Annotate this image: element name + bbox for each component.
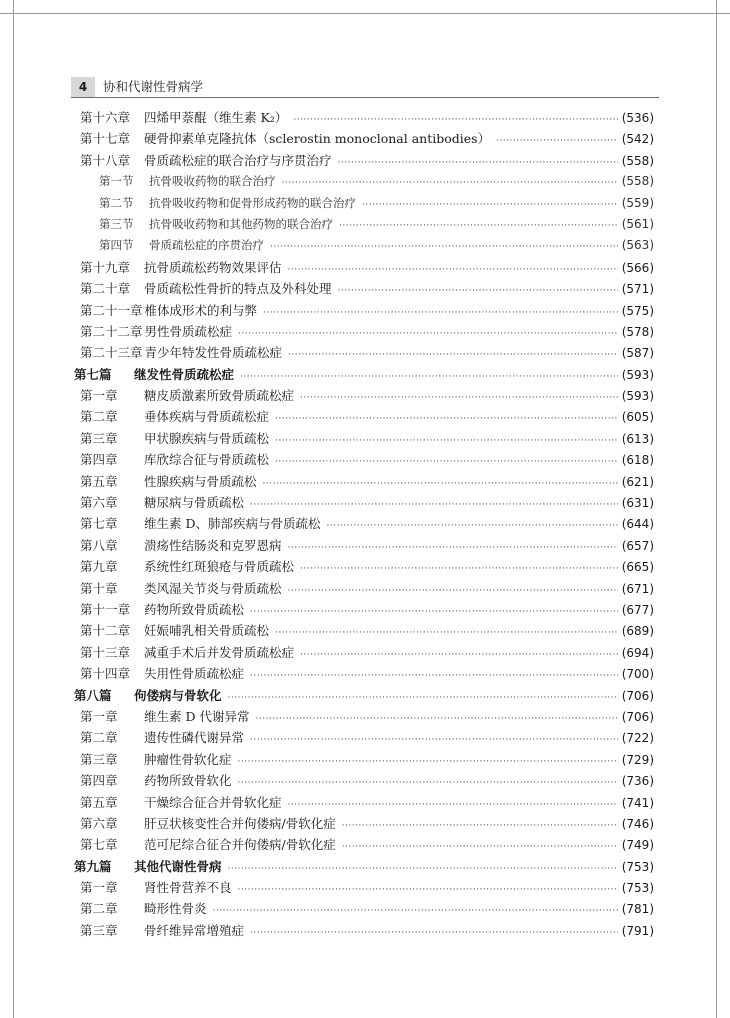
dot-leader <box>362 195 618 216</box>
toc-chapter-row[interactable] <box>80 428 654 449</box>
toc-title: 类风湿关节炎与骨质疏松 <box>144 580 282 596</box>
toc-title: 妊娠哺乳相关骨质疏松 <box>144 623 270 639</box>
toc-page-number: ( 563 ) <box>622 235 654 256</box>
toc-chapter-row[interactable] <box>80 492 654 513</box>
toc-label: 第四章 <box>80 452 118 468</box>
toc-label: 第二节 <box>99 195 134 210</box>
toc-chapter-row[interactable] <box>80 342 654 363</box>
dot-leader <box>339 216 618 237</box>
toc-label: 第十一章 <box>80 601 131 617</box>
toc-page-number: ( 700 ) <box>622 664 654 685</box>
toc-part-row[interactable] <box>74 685 654 706</box>
toc-chapter-row[interactable] <box>80 663 654 684</box>
dot-leader <box>213 901 618 922</box>
dot-leader <box>250 923 618 944</box>
toc-title: 甲状腺疾病与骨质疏松 <box>144 430 270 446</box>
toc-page-number: ( 706 ) <box>622 686 654 707</box>
dot-leader <box>240 367 618 388</box>
toc-label: 第五章 <box>80 473 118 489</box>
toc-label: 第二十二章 <box>80 323 143 339</box>
toc-page-number: ( 593 ) <box>622 386 654 407</box>
toc-chapter-row[interactable] <box>80 920 654 941</box>
toc-title: 畸形性骨炎 <box>144 901 207 917</box>
dot-leader <box>275 431 618 452</box>
toc-chapter-row[interactable] <box>80 321 654 342</box>
toc-title: 椎体成形术的利与弊 <box>144 302 258 318</box>
toc-title: 减重手术后并发骨质疏松症 <box>144 644 295 660</box>
dot-leader <box>338 153 618 174</box>
toc-label: 第十四章 <box>80 666 131 682</box>
dot-leader <box>238 880 618 901</box>
toc-title: 维生素 D、肺部疾病与骨质疏松 <box>144 516 321 532</box>
toc-chapter-row[interactable] <box>80 128 654 149</box>
dot-leader <box>288 345 618 366</box>
toc-label: 第三章 <box>80 751 118 767</box>
page-number: 4 <box>71 77 95 97</box>
toc-section-row[interactable] <box>99 171 654 192</box>
toc-label: 第九篇 <box>74 858 112 874</box>
dot-leader <box>342 816 618 837</box>
dot-leader <box>263 303 618 324</box>
toc-label: 第二章 <box>80 730 118 746</box>
toc-title: 继发性骨质疏松症 <box>134 366 235 382</box>
toc-title: 肿瘤性骨软化症 <box>144 751 232 767</box>
toc-title: 垂体疾病与骨质疏松症 <box>144 409 270 425</box>
toc-page-number: ( 729 ) <box>622 750 654 771</box>
toc-label: 第十八章 <box>80 152 131 168</box>
toc-label: 第七章 <box>80 837 118 853</box>
toc-section-row[interactable] <box>99 235 654 256</box>
toc-chapter-row[interactable] <box>80 513 654 534</box>
toc-page-number: ( 694 ) <box>622 643 654 664</box>
dot-leader <box>327 516 618 537</box>
dot-leader <box>228 688 618 709</box>
toc-page-number: ( 605 ) <box>622 407 654 428</box>
toc-label: 第八篇 <box>74 687 112 703</box>
toc-chapter-row[interactable] <box>80 556 654 577</box>
toc-chapter-row[interactable] <box>80 406 654 427</box>
crop-mark-left <box>13 0 14 1018</box>
toc-label: 第一章 <box>80 388 118 404</box>
toc-page-number: ( 791 ) <box>622 921 654 942</box>
toc-title: 抗骨吸收药物和促骨形成药物的联合治疗 <box>149 195 356 210</box>
toc-title: 骨质疏松症的联合治疗与序贯治疗 <box>144 152 332 168</box>
dot-leader <box>288 795 618 816</box>
dot-leader <box>338 281 618 302</box>
toc-chapter-row[interactable] <box>80 150 654 171</box>
toc-label: 第十七章 <box>80 131 131 147</box>
crop-mark-top <box>0 13 730 14</box>
dot-leader <box>275 623 618 644</box>
toc-page-number: ( 571 ) <box>622 279 654 300</box>
toc-page-number: ( 753 ) <box>622 878 654 899</box>
toc-label: 第三节 <box>99 216 134 231</box>
toc-page-number: ( 657 ) <box>622 536 654 557</box>
toc-page-number: ( 722 ) <box>622 728 654 749</box>
toc-label: 第七篇 <box>74 366 112 382</box>
toc-title: 干燥综合征合并骨软化症 <box>144 794 282 810</box>
dot-leader <box>300 388 618 409</box>
toc-page-number: ( 578 ) <box>622 322 654 343</box>
toc-title: 药物所致骨质疏松 <box>144 601 245 617</box>
dot-leader <box>300 645 618 666</box>
toc-title: 肾性骨营养不良 <box>144 880 232 896</box>
toc-page-number: ( 558 ) <box>622 151 654 172</box>
toc-title: 佝偻病与骨软化 <box>134 687 222 703</box>
toc-page-number: ( 542 ) <box>622 129 654 150</box>
toc-page-number: ( 558 ) <box>622 171 654 192</box>
toc-section-row[interactable] <box>99 214 654 235</box>
dot-leader <box>263 474 618 495</box>
toc-label: 第十二章 <box>80 623 131 639</box>
toc-title: 男性骨质疏松症 <box>144 323 233 339</box>
toc-label: 第二十三章 <box>80 345 143 361</box>
toc-label: 第二十一章 <box>80 302 143 318</box>
crop-mark-right <box>716 0 717 1018</box>
toc-chapter-row[interactable] <box>80 898 654 919</box>
toc-label: 第二十章 <box>80 281 131 297</box>
toc-title: 性腺疾病与骨质疏松 <box>144 473 257 489</box>
dot-leader <box>250 730 618 751</box>
toc-label: 第四章 <box>80 773 118 789</box>
dot-leader <box>300 559 618 580</box>
toc-chapter-row[interactable] <box>80 642 654 663</box>
toc-page-number: ( 613 ) <box>622 429 654 450</box>
toc-label: 第八章 <box>80 537 118 553</box>
toc-page-number: ( 706 ) <box>622 707 654 728</box>
toc-title: 溃疡性结肠炎和克罗恩病 <box>144 537 282 553</box>
dot-leader <box>275 452 618 473</box>
toc-part-row[interactable] <box>74 856 654 877</box>
toc-chapter-row[interactable] <box>80 813 654 834</box>
toc-chapter-row[interactable] <box>80 834 654 855</box>
toc-label: 第二章 <box>80 409 118 425</box>
toc-page-number: ( 781 ) <box>622 899 654 920</box>
toc-chapter-row[interactable] <box>80 449 654 470</box>
toc-title: 青少年特发性骨质疏松症 <box>144 345 283 361</box>
toc-title: 药物所致骨软化 <box>144 773 232 789</box>
toc-title: 糖尿病与骨质疏松 <box>144 495 245 511</box>
toc-title: 维生素 D 代谢异常 <box>144 708 250 724</box>
toc-title: 范可尼综合征合并佝偻病/骨软化症 <box>144 837 336 853</box>
toc-title: 骨质疏松性骨折的特点及外科处理 <box>144 281 332 297</box>
toc-title: 抗骨吸收药物和其他药物的联合治疗 <box>149 216 333 231</box>
toc-label: 第七章 <box>80 516 118 532</box>
toc-label: 第十九章 <box>80 259 131 275</box>
toc-label: 第一节 <box>99 174 134 189</box>
toc-title: 硬骨抑素单克隆抗体（sclerostin monoclonal antibodies） <box>144 131 491 147</box>
table-of-contents <box>74 107 654 941</box>
book-title: 协和代谢性骨病学 <box>103 79 204 94</box>
dot-leader <box>288 581 618 602</box>
toc-chapter-row[interactable] <box>80 706 654 727</box>
dot-leader <box>238 324 618 345</box>
toc-page-number: ( 749 ) <box>622 835 654 856</box>
toc-title: 失用性骨质疏松症 <box>144 666 245 682</box>
toc-chapter-row[interactable] <box>80 300 654 321</box>
toc-chapter-row[interactable] <box>80 792 654 813</box>
toc-chapter-row[interactable] <box>80 599 654 620</box>
toc-page-number: ( 575 ) <box>622 301 654 322</box>
toc-title: 糖皮质激素所致骨质疏松症 <box>144 388 295 404</box>
toc-page-number: ( 677 ) <box>622 600 654 621</box>
toc-title: 抗骨质疏松药物效果评估 <box>144 259 282 275</box>
toc-title: 骨质疏松症的序贯治疗 <box>149 238 264 253</box>
toc-page-number: ( 561 ) <box>622 214 654 235</box>
toc-title: 四烯甲萘醌（维生素 K₂） <box>144 110 288 125</box>
toc-page-number: ( 736 ) <box>622 771 654 792</box>
toc-label: 第六章 <box>80 495 118 511</box>
toc-label: 第九章 <box>80 559 118 575</box>
toc-chapter-row[interactable] <box>80 471 654 492</box>
toc-page-number: ( 746 ) <box>622 814 654 835</box>
dot-leader <box>270 237 618 258</box>
toc-chapter-row[interactable] <box>80 278 654 299</box>
toc-page-number: ( 559 ) <box>622 193 654 214</box>
dot-leader <box>288 260 618 281</box>
toc-title: 抗骨吸收药物的联合治疗 <box>149 174 276 189</box>
toc-page-number: ( 587 ) <box>622 343 654 364</box>
toc-label: 第十章 <box>80 580 118 596</box>
toc-chapter-row[interactable] <box>80 385 654 406</box>
toc-part-row[interactable] <box>74 364 654 385</box>
toc-label: 第一章 <box>80 880 118 896</box>
dot-leader <box>238 773 618 794</box>
toc-page-number: ( 621 ) <box>622 472 654 493</box>
toc-chapter-row[interactable] <box>80 535 654 556</box>
toc-page-number: ( 536 ) <box>622 108 654 129</box>
toc-page-number: ( 644 ) <box>622 514 654 535</box>
toc-chapter-row[interactable] <box>80 257 654 278</box>
toc-title: 骨纤维异常增殖症 <box>144 922 245 938</box>
toc-title: 系统性红斑狼疮与骨质疏松 <box>144 559 295 575</box>
dot-leader <box>250 602 618 623</box>
dot-leader <box>288 538 618 559</box>
toc-page-number: ( 593 ) <box>622 365 654 386</box>
running-header <box>71 77 659 98</box>
toc-title: 肝豆状核变性合并佝偻病/骨软化症 <box>144 815 336 831</box>
toc-chapter-row[interactable] <box>80 107 654 128</box>
toc-label: 第十三章 <box>80 644 131 660</box>
toc-page-number: ( 689 ) <box>622 621 654 642</box>
toc-chapter-row[interactable] <box>80 727 654 748</box>
toc-chapter-row[interactable] <box>80 620 654 641</box>
toc-label: 第六章 <box>80 815 118 831</box>
toc-label: 第三章 <box>80 430 118 446</box>
toc-page-number: ( 631 ) <box>622 493 654 514</box>
toc-page-number: ( 671 ) <box>622 579 654 600</box>
dot-leader <box>496 131 618 152</box>
dot-leader <box>238 752 618 773</box>
toc-label: 第二章 <box>80 901 118 917</box>
dot-leader <box>255 709 617 730</box>
toc-chapter-row[interactable] <box>80 877 654 898</box>
toc-chapter-row[interactable] <box>80 770 654 791</box>
toc-section-row[interactable] <box>99 193 654 214</box>
toc-label: 第十六章 <box>80 110 131 125</box>
toc-page-number: ( 665 ) <box>622 557 654 578</box>
dot-leader <box>250 666 618 687</box>
toc-label: 第一章 <box>80 708 118 724</box>
toc-page-number: ( 753 ) <box>622 857 654 878</box>
toc-title: 遗传性磷代谢异常 <box>144 730 245 746</box>
toc-title: 其他代谢性骨病 <box>134 858 222 874</box>
toc-page-number: ( 618 ) <box>622 450 654 471</box>
dot-leader <box>275 409 618 430</box>
dot-leader <box>282 173 618 194</box>
toc-label: 第四节 <box>99 238 134 253</box>
toc-label: 第五章 <box>80 794 118 810</box>
toc-page-number: ( 741 ) <box>622 793 654 814</box>
toc-page-number: ( 566 ) <box>622 258 654 279</box>
toc-label: 第三章 <box>80 922 118 938</box>
dot-leader <box>342 837 618 858</box>
toc-chapter-row[interactable] <box>80 749 654 770</box>
toc-title: 库欣综合征与骨质疏松 <box>144 452 270 468</box>
dot-leader <box>228 859 618 880</box>
toc-chapter-row[interactable] <box>80 578 654 599</box>
